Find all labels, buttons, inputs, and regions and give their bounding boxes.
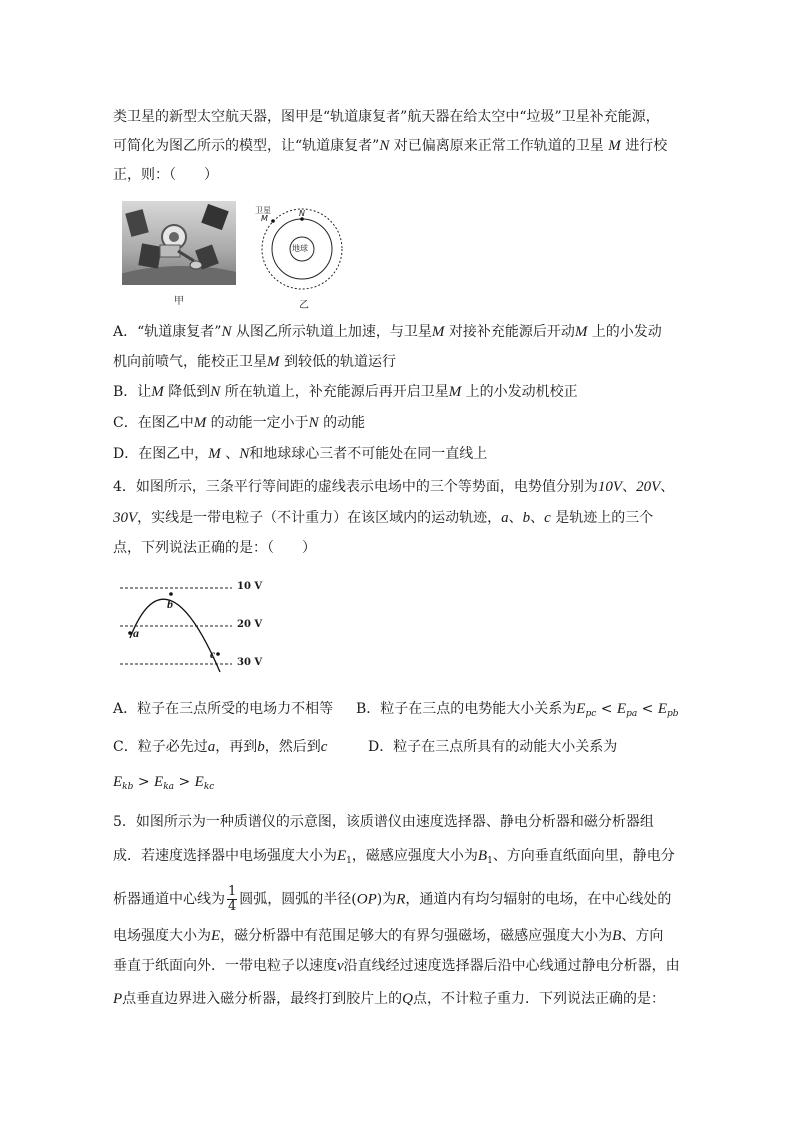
label-b: b	[167, 597, 173, 611]
q4-stem-line3: 点，下列说法正确的是：（ ）	[113, 540, 316, 556]
q4-option-c: C．粒子必先过a，再到b，然后到c	[113, 739, 328, 755]
q4-option-a: A．粒子在三点所受的电场力不相等	[113, 701, 334, 717]
point-c	[216, 652, 220, 656]
label-satellite: 卫星	[255, 206, 271, 215]
q4-option-d-formula: $E_{kb} > E_{ka} > E_{kc}$	[113, 774, 215, 792]
q3-option-a-line2: 机向前喷气，能校正卫星M 到较低的轨道运行	[113, 354, 396, 370]
q4-stem-line1: 4．如图所示，三条平行等间距的虚线表示电场中的三个等势面，电势值分别为10V、20V、	[113, 479, 675, 495]
label-20v: 20 V	[237, 619, 263, 630]
q3-stem-line2: 可简化为图乙所示的模型，让“轨道康复者”N 对已偏离原来正常工作轨道的卫星 M 进行校	[113, 138, 668, 154]
figure-jia-caption: 甲	[174, 296, 184, 307]
q5-stem-line4: 电场强度大小为E，磁分析器中有范围足够大的有界匀强磁场，磁感应强度大小为B、方向	[113, 928, 664, 944]
q4-option-d: D．粒子在三点所具有的动能大小关系为	[368, 739, 618, 755]
q3-option-d: D．在图乙中，M 、N和地球球心三者不可能处在同一直线上	[113, 446, 488, 462]
q4-stem-line2: 30V，实线是一带电粒子（不计重力）在该区域内的运动轨迹，a、b、c 是轨迹上的三个	[113, 510, 654, 526]
q5-stem-line5: 垂直于纸面向外．一带电粒子以速度v沿直线经过速度选择器后沿中心线通过静电分析器，由	[113, 958, 680, 974]
label-30v: 30 V	[237, 657, 263, 668]
point-a	[128, 631, 132, 635]
q3-option-a-line1: A．“轨道康复者”N 从图乙所示轨道上加速，与卫星M 对接补充能源后开动M 上的小发动	[113, 324, 662, 340]
fraction-quarter: $\frac{1}{4}$	[228, 884, 237, 914]
q4-option-b: B．粒子在三点的电势能大小关系为$E_{pc} < E_{pa} < E_{pb}$	[356, 701, 679, 719]
point-b	[169, 592, 173, 596]
label-N: N	[299, 209, 305, 218]
q3-stem-line3: 正，则：（ ）	[113, 167, 218, 183]
figure-jia-photo	[122, 201, 236, 285]
figure-yi-caption: 乙	[299, 300, 309, 311]
label-10v: 10 V	[237, 581, 263, 592]
label-M: M	[261, 214, 268, 223]
q5-stem-line6: P点垂直边界进入磁分析器，最终打到胶片上的Q点，不计粒子重力．下列说法正确的是：	[113, 991, 666, 1007]
trajectory	[130, 599, 220, 672]
q5-stem-line3: 析器通道中心线为 $\frac{1}{4}$ 圆弧，圆弧的半径(OP)为R，通道内有均匀辐射的电场，在中心线处的	[113, 884, 672, 914]
label-c: c	[210, 647, 216, 661]
q3-stem-line1: 类卫星的新型太空航天器，图甲是“轨道康复者”航天器在给太空中“垃圾”卫星补充能源，	[113, 109, 660, 125]
q3-option-c: C．在图乙中M 的动能一定小于N 的动能	[113, 415, 366, 431]
label-a: a	[133, 626, 139, 640]
satellite-M-dot	[271, 219, 275, 223]
q3-option-b: B．让M 降低到N 所在轨道上，补充能源后再开启卫星M 上的小发动机校正	[113, 384, 578, 400]
q5-stem-line1: 5．如图所示为一种质谱仪的示意图，该质谱仪由速度选择器、静电分析器和磁分析器组	[113, 814, 654, 830]
label-earth: 地球	[292, 244, 308, 253]
q5-stem-line2: 成．若速度选择器中电场强度大小为$E_1$，磁感应强度大小为$B_1$、方向垂直纸面向里，静电分	[113, 848, 675, 866]
